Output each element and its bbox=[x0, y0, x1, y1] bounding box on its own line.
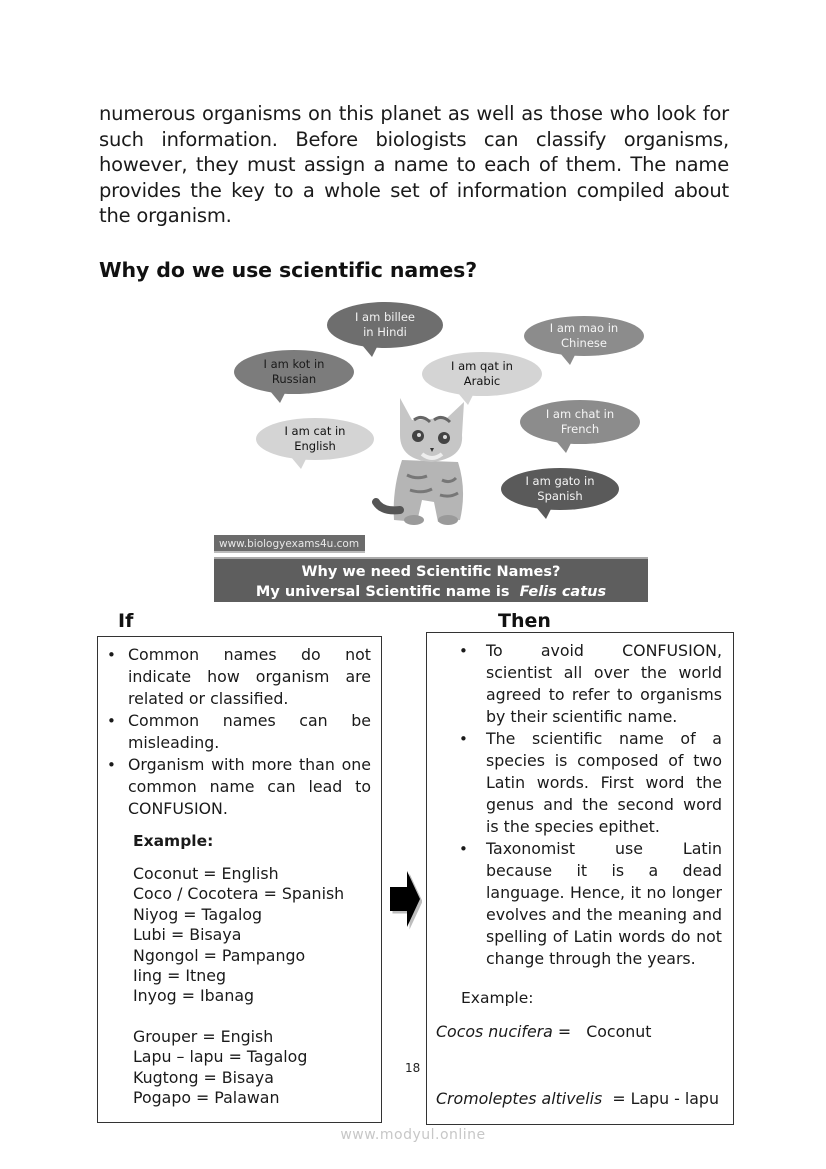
then-box bbox=[426, 632, 734, 1125]
if-column-title: If bbox=[118, 610, 134, 632]
scientific-example-coconut: Cocos nucifera = Coconut bbox=[436, 1022, 652, 1041]
list-item: • The scientific name of a species is composed of two Latin words. First word the genus and the second word is the species epithet. bbox=[486, 728, 722, 838]
speech-bubble-french: I am chat in French bbox=[520, 400, 640, 444]
watermark: www.modyul.online bbox=[340, 1127, 486, 1143]
list-item: Pogapo = Palawan bbox=[133, 1088, 280, 1108]
speech-bubble-chinese: I am mao in Chinese bbox=[524, 316, 644, 356]
speech-bubble-arabic: I am qat in Arabic bbox=[422, 352, 542, 396]
intro-paragraph: numerous organisms on this planet as well as those who look for such information. Before biologists can classify organisms, however, they must assign a name to each of them. The name provides the key to a whole set of information compiled about the organism. bbox=[99, 102, 729, 228]
then-column-title: Then bbox=[498, 610, 551, 632]
page-number: 18 bbox=[405, 1061, 421, 1075]
banner-line-1: Why we need Scientific Names? bbox=[301, 564, 561, 580]
scientific-name: Felis catus bbox=[519, 584, 607, 600]
list-item: Grouper = Engish bbox=[133, 1026, 274, 1046]
if-bullet-list bbox=[128, 644, 371, 820]
speech-bubble-hindi: I am billee in Hindi bbox=[327, 302, 443, 348]
list-item: Coco / Cocotera = Spanish bbox=[133, 884, 345, 904]
list-item: Ngongol = Pampango bbox=[133, 945, 306, 965]
list-item: • Common names can be misleading. bbox=[128, 710, 371, 754]
list-item: Niyog = Tagalog bbox=[133, 904, 263, 924]
section-heading: Why do we use scientific names? bbox=[99, 258, 478, 282]
then-example-label: Example: bbox=[461, 989, 534, 1007]
source-site-label: www.biologyexams4u.com bbox=[214, 535, 365, 553]
list-item: Iing = Itneg bbox=[133, 966, 226, 986]
list-item: • To avoid CONFUSION, scientist all over the world agreed to refer to organisms by their scientific name. bbox=[486, 640, 722, 728]
coconut-common-names bbox=[133, 864, 344, 1108]
list-item: Lubi = Bisaya bbox=[133, 925, 242, 945]
right-arrow-icon bbox=[388, 868, 422, 932]
if-box bbox=[97, 636, 382, 1123]
speech-bubble-spanish: I am gato in Spanish bbox=[501, 468, 619, 510]
scientific-example-lapu-lapu: Cromoleptes altivelis = Lapu - lapu bbox=[436, 1089, 719, 1108]
then-bullet-list bbox=[486, 640, 722, 970]
list-item: Lapu – lapu = Tagalog bbox=[133, 1047, 308, 1067]
speech-bubble-english: I am cat in English bbox=[256, 418, 374, 460]
speech-bubble-russian: I am kot in Russian bbox=[234, 350, 354, 394]
if-example-label: Example: bbox=[133, 832, 214, 850]
list-item: Coconut = English bbox=[133, 864, 279, 883]
list-item: Kugtong = Bisaya bbox=[133, 1067, 274, 1087]
list-item: Inyog = Ibanag bbox=[133, 986, 255, 1006]
figure-caption-banner bbox=[214, 557, 648, 602]
cat-names-figure bbox=[214, 298, 648, 603]
kitten-image bbox=[372, 390, 492, 525]
banner-line-2: My universal Scientific name is Felis catus bbox=[255, 584, 607, 600]
list-item: • Organism with more than one common name can lead to CONFUSION. bbox=[128, 754, 371, 820]
list-item: • Taxonomist use Latin because it is a dead language. Hence, it no longer evolves and the meaning and spelling of Latin words do not change through the years. bbox=[486, 838, 722, 970]
list-item: • Common names do not indicate how organism are related or classified. bbox=[128, 644, 371, 710]
